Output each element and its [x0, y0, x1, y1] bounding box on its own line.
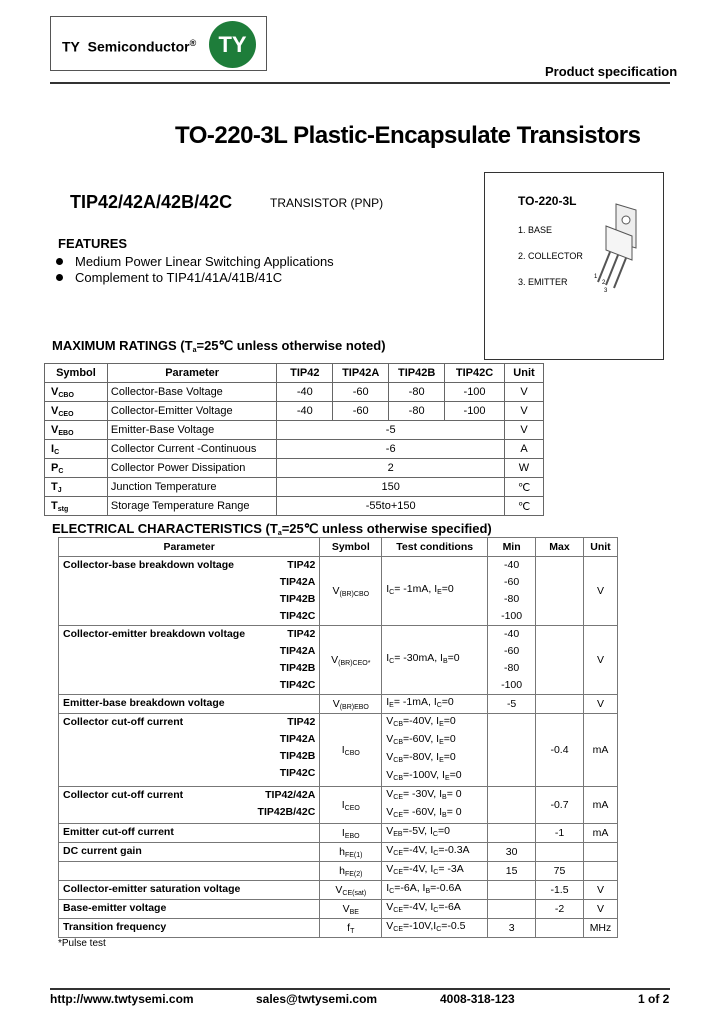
- footer-page-number: 1 of 2: [638, 992, 670, 1006]
- table-row: [59, 787, 618, 824]
- value-cell: -5: [277, 421, 505, 440]
- min-cell: [488, 824, 536, 843]
- table-row: [59, 557, 618, 626]
- min-values: 30: [505, 845, 518, 858]
- table-row: [59, 695, 618, 714]
- conditions-cell: $I_C= -30mA$, $I_B=0$: [382, 626, 488, 695]
- column-header: Unit: [505, 364, 544, 383]
- parameter-cell: [59, 714, 320, 787]
- unit-cell: mA: [583, 787, 617, 824]
- column-header: Unit: [583, 538, 617, 557]
- unit-cell: [583, 843, 617, 862]
- unit-cell: ℃: [505, 497, 544, 516]
- column-header: Parameter: [107, 364, 276, 383]
- min-values: -5: [506, 697, 517, 710]
- symbol-cell: $T_{stg}$: [45, 497, 108, 516]
- min-cell: [488, 787, 536, 824]
- parameter-label: Collector-base breakdown voltage: [63, 559, 234, 571]
- unit-cell: V: [505, 421, 544, 440]
- unit-cell: V: [583, 900, 617, 919]
- parameter-cell: Collector-Emitter Voltage: [107, 402, 276, 421]
- parameter-label: DC current gain: [63, 845, 142, 857]
- table-row: [59, 824, 618, 843]
- symbol-cell: $V_{CEO}$: [45, 402, 108, 421]
- conditions-cell: $I_E= -1mA$, $I_C=0$: [382, 695, 488, 714]
- max-ratings-heading: MAXIMUM RATINGS ($T_a=25℃$ unless otherwise noted): [52, 338, 386, 354]
- table-row: [59, 919, 618, 938]
- parameter-cell: [59, 626, 320, 695]
- value-cell: -60: [333, 383, 389, 402]
- symbol-cell: $T_J$: [45, 478, 108, 497]
- max-cell: [536, 695, 584, 714]
- symbol-cell: $f_T$: [320, 919, 382, 938]
- parameter-cell: [59, 843, 320, 862]
- conditions-cell: $V_{CE}=-10V,I_C=-0.5$: [382, 919, 488, 938]
- parameter-cell: [59, 824, 320, 843]
- max-cell: [536, 919, 584, 938]
- parameter-cell: Emitter-Base Voltage: [107, 421, 276, 440]
- parameter-cell: [59, 787, 320, 824]
- max-cell: -2: [536, 900, 584, 919]
- value-cell: 150: [277, 478, 505, 497]
- min-cell: [488, 900, 536, 919]
- column-header: Max: [536, 538, 584, 557]
- table-row: [59, 900, 618, 919]
- parameter-cell: [59, 862, 320, 881]
- ty-logo-icon: TY: [209, 21, 256, 68]
- conditions-cell: $I_C= -1mA$, $I_E=0$: [382, 557, 488, 626]
- value-cell: -80: [389, 383, 445, 402]
- max-cell: 75: [536, 862, 584, 881]
- parameter-cell: [59, 919, 320, 938]
- parameter-label: Emitter cut-off current: [63, 826, 174, 838]
- package-title: TO-220-3L: [518, 194, 577, 208]
- max-cell: -0.7: [536, 787, 584, 824]
- conditions-cell: $V_{CE}= -30V$, $I_B= 0$ $V_{CE}= -60V$, $I_B= 0$: [382, 787, 488, 824]
- unit-cell: V: [583, 557, 617, 626]
- symbol-cell: $V_{BE}$: [320, 900, 382, 919]
- pin-mark: 1: [594, 274, 598, 280]
- table-row: [45, 402, 544, 421]
- parameter-cell: Collector-Base Voltage: [107, 383, 276, 402]
- page-title: TO-220-3L Plastic-Encapsulate Transistors: [175, 122, 641, 149]
- column-header: Symbol: [320, 538, 382, 557]
- parameter-label: Emitter-base breakdown voltage: [63, 697, 225, 709]
- value-cell: -60: [333, 402, 389, 421]
- table-row: [59, 714, 618, 787]
- parameter-cell: Junction Temperature: [107, 478, 276, 497]
- column-header: Parameter: [59, 538, 320, 557]
- unit-cell: mA: [583, 824, 617, 843]
- bullet-icon: [56, 258, 63, 265]
- conditions-cell: $V_{CB}=-40V$, $I_E=0$ $V_{CB}=-60V$, $I_E=0$ $V_{CB}=-80V$, $I_E=0$ $V_{CB}=-100V$, $I_E=0$: [382, 714, 488, 787]
- min-values: -40 -60 -80 -100: [501, 559, 523, 622]
- symbol-cell: $V_{CBO}$: [45, 383, 108, 402]
- min-cell: [488, 557, 536, 626]
- parameter-cell: [59, 881, 320, 900]
- feature-item: Complement to TIP41/41A/41B/41C: [56, 270, 282, 285]
- device-list: TIP42/42A TIP42B/42C: [257, 789, 316, 818]
- column-header: Test conditions: [382, 538, 488, 557]
- conditions-cell: $V_{CE}=-4V$, $I_C= -3A$: [382, 862, 488, 881]
- unit-cell: V: [505, 383, 544, 402]
- parameter-cell: [59, 557, 320, 626]
- device-list: TIP42 TIP42A TIP42B TIP42C: [279, 559, 316, 622]
- symbol-cell: $V_{EBO}$: [45, 421, 108, 440]
- max-ratings-table: [44, 363, 544, 516]
- footer-divider: [50, 988, 670, 990]
- min-cell: [488, 695, 536, 714]
- footer-email-link[interactable]: sales@twtysemi.com: [256, 992, 378, 1006]
- parameter-label: Collector cut-off current: [63, 716, 184, 728]
- product-spec-label: Product specification: [545, 64, 678, 79]
- electrical-table: [58, 537, 618, 938]
- table-row: [45, 478, 544, 497]
- symbol-cell: $P_C$: [45, 459, 108, 478]
- pin-mark: 3: [604, 288, 608, 294]
- min-cell: [488, 843, 536, 862]
- column-header: TIP42B: [389, 364, 445, 383]
- feature-item: Medium Power Linear Switching Applications: [56, 254, 334, 269]
- symbol-cell: $V_{(BR)EBO}$: [320, 695, 382, 714]
- conditions-cell: $V_{CE}=-4V$, $I_C=-0.3A$: [382, 843, 488, 862]
- value-cell: -40: [277, 383, 333, 402]
- symbol-cell: $V_{(BR)CBO}$: [320, 557, 382, 626]
- transistor-type: TRANSISTOR (PNP): [270, 196, 384, 210]
- symbol-cell: $V_{(BR)CEO*}$: [320, 626, 382, 695]
- min-cell: [488, 862, 536, 881]
- table-row: [45, 421, 544, 440]
- footer-phone: 4008-318-123: [440, 992, 515, 1006]
- table-row: [45, 459, 544, 478]
- min-cell: [488, 919, 536, 938]
- conditions-cell: $I_C=-6A$, $I_B=-0.6A$: [382, 881, 488, 900]
- unit-cell: A: [505, 440, 544, 459]
- column-header: TIP42: [277, 364, 333, 383]
- symbol-cell: $h_{FE(1)}$: [320, 843, 382, 862]
- unit-cell: ℃: [505, 478, 544, 497]
- pulse-test-note: *Pulse test: [58, 938, 106, 949]
- parameter-cell: Collector Current -Continuous: [107, 440, 276, 459]
- footer-url-link[interactable]: http://www.twtysemi.com: [50, 992, 194, 1006]
- parameter-label: Base-emitter voltage: [63, 902, 167, 914]
- pin-collector: 2. COLLECTOR: [518, 251, 583, 261]
- conditions-cell: $V_{EB}=-5V$, $I_C=0$: [382, 824, 488, 843]
- table-row: [59, 626, 618, 695]
- value-cell: -80: [389, 402, 445, 421]
- to220-package-icon: [592, 196, 652, 296]
- max-cell: [536, 843, 584, 862]
- company-name: TY Semiconductor®: [62, 38, 197, 55]
- unit-cell: MHz: [583, 919, 617, 938]
- value-cell: -6: [277, 440, 505, 459]
- max-cell: -0.4: [536, 714, 584, 787]
- symbol-cell: $I_{EBO}$: [320, 824, 382, 843]
- unit-cell: W: [505, 459, 544, 478]
- parameter-label: Collector cut-off current: [63, 789, 184, 801]
- max-cell: -1.5: [536, 881, 584, 900]
- bullet-icon: [56, 274, 63, 281]
- parameter-cell: Collector Power Dissipation: [107, 459, 276, 478]
- column-header: Min: [488, 538, 536, 557]
- parameter-label: Collector-emitter breakdown voltage: [63, 628, 246, 640]
- table-row: [45, 497, 544, 516]
- parameter-cell: [59, 900, 320, 919]
- unit-cell: V: [583, 626, 617, 695]
- table-row: [59, 843, 618, 862]
- symbol-cell: $I_C$: [45, 440, 108, 459]
- value-cell: -40: [277, 402, 333, 421]
- value-cell: 2: [277, 459, 505, 478]
- unit-cell: V: [583, 881, 617, 900]
- unit-cell: mA: [583, 714, 617, 787]
- parameter-cell: Storage Temperature Range: [107, 497, 276, 516]
- min-values: 3: [508, 921, 515, 934]
- column-header: TIP42A: [333, 364, 389, 383]
- max-cell: [536, 626, 584, 695]
- min-values: -40 -60 -80 -100: [501, 628, 523, 691]
- symbol-cell: $I_{CBO}$: [320, 714, 382, 787]
- parameter-label: Transition frequency: [63, 921, 167, 933]
- table-row: [45, 440, 544, 459]
- column-header: Symbol: [45, 364, 108, 383]
- table-row: [45, 383, 544, 402]
- table-row: [59, 862, 618, 881]
- min-cell: [488, 714, 536, 787]
- symbol-cell: $I_{CEO}$: [320, 787, 382, 824]
- symbol-cell: $V_{CE(sat)}$: [320, 881, 382, 900]
- part-numbers: TIP42/42A/42B/42C: [70, 192, 233, 212]
- min-values: 15: [505, 864, 518, 877]
- header-divider: [50, 82, 670, 84]
- parameter-cell: [59, 695, 320, 714]
- device-list: TIP42 TIP42A TIP42B TIP42C: [279, 716, 316, 779]
- value-cell: -55to+150: [277, 497, 505, 516]
- unit-cell: V: [505, 402, 544, 421]
- max-cell: [536, 557, 584, 626]
- unit-cell: V: [583, 695, 617, 714]
- pin-base: 1. BASE: [518, 225, 553, 235]
- conditions-cell: $V_{CE}=-4V$, $I_C=-6A$: [382, 900, 488, 919]
- electrical-heading: ELECTRICAL CHARACTERISTICS ($T_a=25℃$ unless otherwise specified): [52, 521, 492, 537]
- symbol-cell: $h_{FE(2)}$: [320, 862, 382, 881]
- device-list: TIP42 TIP42A TIP42B TIP42C: [279, 628, 316, 691]
- features-heading: FEATURES: [58, 236, 128, 251]
- parameter-label: Collector-emitter saturation voltage: [63, 883, 241, 895]
- min-cell: [488, 626, 536, 695]
- unit-cell: [583, 862, 617, 881]
- value-cell: -100: [445, 402, 505, 421]
- table-row: [59, 881, 618, 900]
- max-cell: -1: [536, 824, 584, 843]
- value-cell: -100: [445, 383, 505, 402]
- pin-mark: 2: [602, 280, 606, 286]
- min-cell: [488, 881, 536, 900]
- column-header: TIP42C: [445, 364, 505, 383]
- pin-emitter: 3. EMITTER: [518, 277, 568, 287]
